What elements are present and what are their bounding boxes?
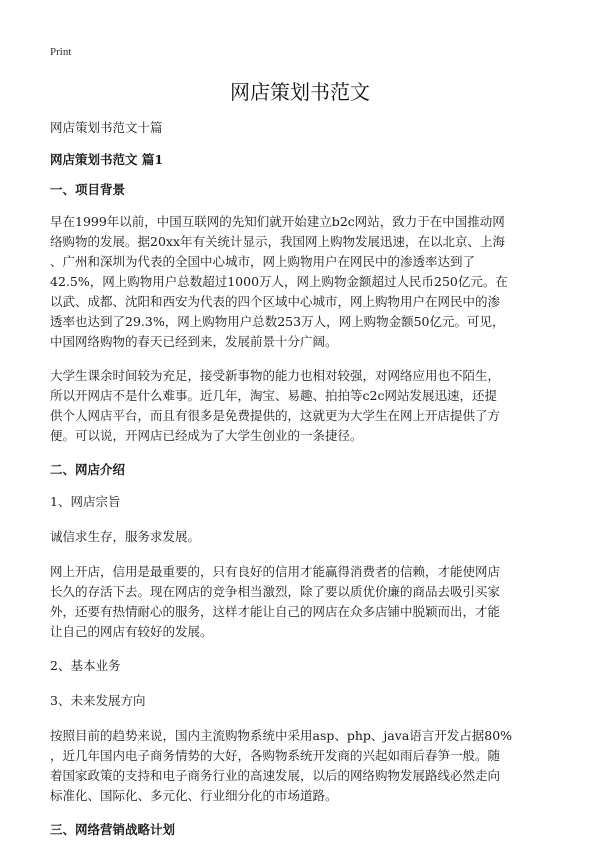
paragraph-line: 着国家政策的支持和电子商务行业的高速发展，以后的网络购物发展路线必然走向 xyxy=(50,768,501,783)
paragraph-line: 长久的存活下去。现在网店的竞争相当激烈，除了要以质优价廉的商品去吸引买家 xyxy=(50,584,501,599)
paragraph-line: 、广州和深圳为代表的全国中心城市，网上购物用户在网民中的渗透率达到了 xyxy=(50,254,476,269)
paragraph-line: 标准化、国际化、多元化、行业细分化的市场道路。 xyxy=(50,788,338,803)
paragraph-line: ，近几年国内电子商务情势的大好，各购物系统开发商的兴起如雨后春笋一般。随 xyxy=(50,748,501,763)
paragraph-line: 所以开网店不是什么难事。近几年，淘宝、易趣、拍拍等c2c网站发展迅速，还提 xyxy=(50,388,497,403)
paragraph-line: 让自己的网店有较好的发展。 xyxy=(50,624,213,639)
paragraph-trend xyxy=(50,726,560,806)
paragraph-line: 以武、成都、沈阳和西安为代表的四个区域中心城市，网上购物用户在网民中的渗 xyxy=(50,294,501,309)
section-heading-intro: 二、网店介绍 xyxy=(50,462,126,477)
paragraph-line: 供个人网店平台，而且有很多是免费提供的，这就更为大学生在网上开店提供了方 xyxy=(50,408,501,423)
paragraph-line: 便。可以说，开网店已经成为了大学生创业的一条捷径。 xyxy=(50,428,363,443)
document-body xyxy=(50,118,560,852)
page-title: 网店策划书范文 xyxy=(230,80,370,104)
list-item-future: 3、未来发展方向 xyxy=(50,693,146,708)
paragraph-background xyxy=(50,212,560,352)
paragraph-line: 按照目前的趋势来说，国内主流购物系统中采用asp、php、java语言开发占据80% xyxy=(50,728,513,743)
paragraph-credit xyxy=(50,562,560,642)
paragraph-students xyxy=(50,366,560,446)
paragraph-line: 网上开店，信用是最重要的，只有良好的信用才能赢得消费者的信赖，才能使网店 xyxy=(50,564,501,579)
motto: 诚信求生存，服务求发展。 xyxy=(50,529,201,544)
paragraph-line: 大学生课余时间较为充足，接受新事物的能力也相对较强，对网络应用也不陌生， xyxy=(50,368,501,383)
list-item-purpose: 1、网店宗旨 xyxy=(50,494,121,509)
paragraph-line: 外，还要有热情耐心的服务，这样才能让自己的网店在众多店铺中脱颖而出，才能 xyxy=(50,604,501,619)
subtitle: 网店策划书范文十篇 xyxy=(50,120,163,135)
paragraph-line: 透率也达到了29.3%，网上购物用户总数253万人，网上购物金额50亿元。可见， xyxy=(50,314,505,329)
paragraph-line: 络购物的发展。据20xx年有关统计显示，我国网上购物发展迅速，在以北京、上海 xyxy=(50,234,506,249)
section-heading-background: 一、项目背景 xyxy=(50,182,126,197)
list-item-business: 2、基本业务 xyxy=(50,658,121,673)
article-heading: 网店策划书范文 篇1 xyxy=(50,152,164,167)
paragraph-line: 42.5%，网上购物用户总数超过1000万人，网上购物金额超过人民币250亿元。在 xyxy=(50,274,508,289)
print-link[interactable]: Print xyxy=(50,46,72,58)
section-heading-strategy: 三、网络营销战略计划 xyxy=(50,822,176,837)
paragraph-line: 早在1999年以前，中国互联网的先知们就开始建立b2c网站，致力于在中国推动网 xyxy=(50,214,505,229)
paragraph-line: 中国网络购物的春天已经到来，发展前景十分广阔。 xyxy=(50,334,338,349)
